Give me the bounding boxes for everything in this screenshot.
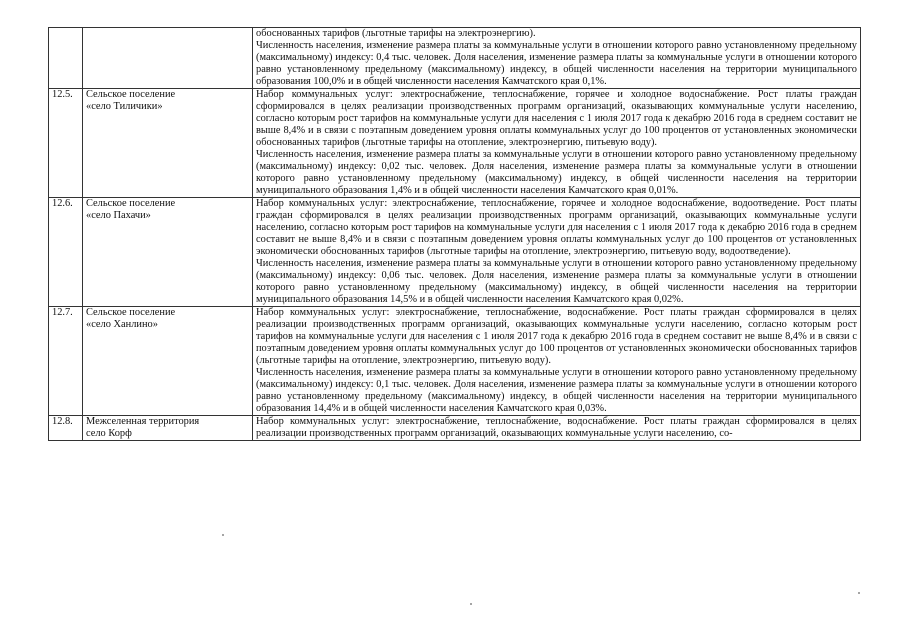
paragraph: Численность населения, изменение размера платы за коммунальные услуги в отношении которого равно установленному предельному (максимальному) индексу: 0,4 тыс. человек. Доля населения, изменение размера платы за коммунальные услуги в отношении которого равно установленному предельному (максимальному) индексу, в общей численности населения на территории муниципального образования 100,0% и в общей численности населения Камчатского края 0,1%. [256, 40, 857, 87]
paragraph: Численность населения, изменение размера платы за коммунальные услуги в отношении которого равно установленному предельному (максимальному) индексу: 0,1 тыс. человек. Доля населения, изменение размера платы за коммунальные услуги в отношении которого равно установленному предельному (максимальному) индексу, в общей численности населения на территории муниципального образования 14,4% и в общей численности населения Камчатского края 0,03%. [256, 367, 857, 414]
paragraph: Численность населения, изменение размера платы за коммунальные услуги в отношении которого равно установленному предельному (максимальному) индексу: 0,02 тыс. человек. Доля населения, изменение размера платы за коммунальные услуги в отношении которого равно установленному предельному (максимальному) индексу, в общей численности населения на территории муниципального образования 1,4% и в общей численности населения Камчатского края 0,01%. [256, 149, 857, 196]
paragraph: Набор коммунальных услуг: электроснабжение, теплоснабжение, горячее и холодное водоснабжение. Рост платы граждан сформировался в целях реализации производственных программ организаций, оказывающих коммунальные услуги населению, согласно которым рост тарифов на коммунальные услуги для населения с 1 июля 2017 года к декабрю 2016 года в среднем составит не выше 8,4% и в связи с поэтапным доведением уровня оплаты коммунальных услуг до 100 процентов от установленных экономически обоснованных тарифов (льготные тарифы на отопление, электроэнергию, питьевую воду). [256, 89, 857, 148]
row-number: 12.6. [49, 198, 83, 307]
paragraph: обоснованных тарифов (льготные тарифы на электроэнергию). [256, 28, 536, 39]
scan-speck [470, 603, 472, 605]
table-row [49, 416, 861, 441]
row-description [253, 198, 861, 307]
settlement-name-line: Сельское поселение [86, 198, 176, 209]
settlement-name [83, 89, 253, 198]
table-row [49, 198, 861, 307]
paragraph: Набор коммунальных услуг: электроснабжение, теплоснабжение, водоснабжение. Рост платы граждан сформировался в целях реализации производственных программ организаций, оказывающих коммунальные услуги населению, согласно которым рост тарифов на коммунальные услуги для населения с 1 июля 2017 года к декабрю 2016 года в среднем составит не выше 8,4% и в связи с поэтапным доведением уровня оплаты коммунальных услуг до 100 процентов от установленных экономически обоснованных тарифов (льготные тарифы на отопление, электроэнергию, питьевую воду). [256, 307, 857, 366]
settlement-name-line: Сельское поселение [86, 307, 176, 318]
scan-speck [858, 592, 860, 594]
row-description [253, 416, 861, 441]
row-number: 12.7. [49, 307, 83, 416]
settlement-name-line: село Корф [86, 428, 132, 439]
paragraph: Численность населения, изменение размера платы за коммунальные услуги в отношении которого равно установленному предельному (максимальному) индексу: 0,06 тыс. человек. Доля населения, изменение размера платы за коммунальные услуги в отношении которого равно установленному предельному (максимальному) индексу, в общей численности населения на территории муниципального образования 14,5% и в общей численности населения Камчатского края 0,02%. [256, 258, 857, 305]
row-number [49, 28, 83, 89]
settlement-name [83, 28, 253, 89]
settlement-name [83, 416, 253, 441]
paragraph: Набор коммунальных услуг: электроснабжение, теплоснабжение, водоснабжение. Рост платы граждан сформировался в целях реализации производственных программ организаций, оказывающих коммунальные услуги населению, со- [256, 416, 857, 439]
settlement-name-line: Сельское поселение [86, 89, 176, 100]
row-description [253, 28, 861, 89]
table-row [49, 89, 861, 198]
settlement-name [83, 307, 253, 416]
row-number: 12.5. [49, 89, 83, 198]
settlement-name-line: «село Тиличики» [86, 101, 163, 112]
tariff-table [48, 27, 861, 441]
scan-speck [222, 534, 224, 536]
paragraph: Набор коммунальных услуг: электроснабжение, теплоснабжение, горячее и холодное водоснабжение, водоотведение. Рост платы граждан сформировался в целях реализации производственных программ организаций, оказывающих коммунальные услуги населению, согласно которым рост тарифов на коммунальные услуги для населения с 1 июля 2017 года к декабрю 2016 года в среднем составит не выше 8,4% и в связи с поэтапным доведением уровня оплаты коммунальных услуг до 100 процентов от установленных экономически обоснованных тарифов (льготные тарифы на отопление, электроэнергию, питьевую воду, водоотведение). [256, 198, 857, 257]
settlement-name-line: «село Ханлино» [86, 319, 158, 330]
row-description [253, 89, 861, 198]
settlement-name-line: Межселенная территория [86, 416, 200, 427]
row-number: 12.8. [49, 416, 83, 441]
settlement-name-line: «село Пахачи» [86, 210, 151, 221]
table-row [49, 28, 861, 89]
settlement-name [83, 198, 253, 307]
table-row [49, 307, 861, 416]
row-description [253, 307, 861, 416]
